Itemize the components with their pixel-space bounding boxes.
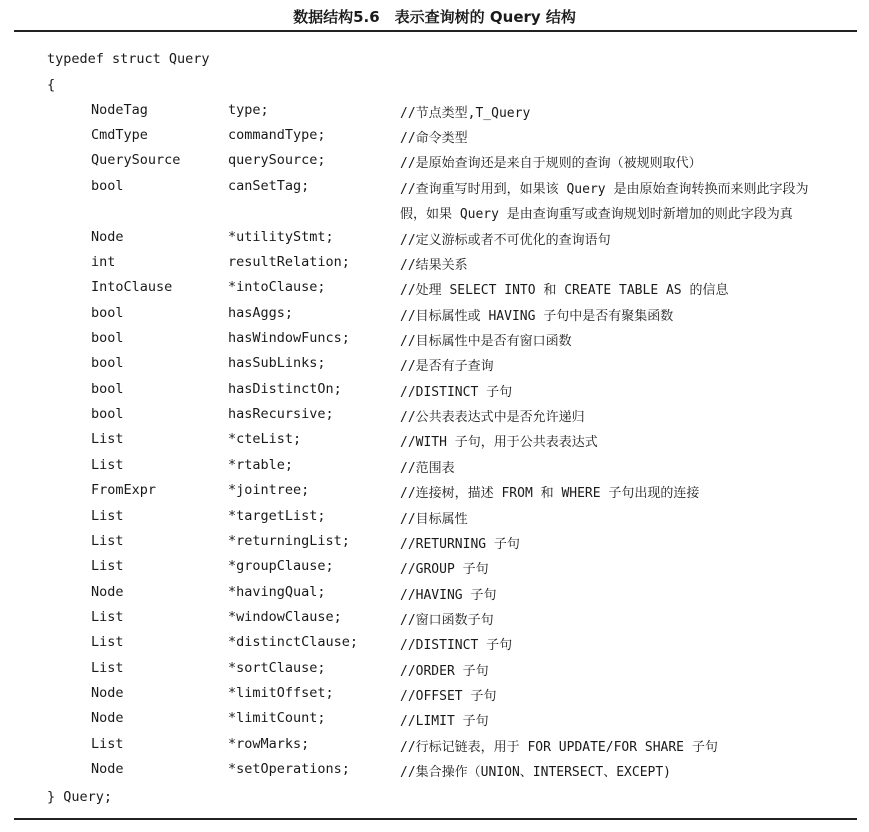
field-comment: //节点类型,T_Query: [400, 106, 531, 121]
field-comment: //WITH 子句，用于公共表表达式: [400, 435, 598, 450]
field-comment: //GROUP 子句: [400, 562, 489, 577]
field-name: *distinctClause;: [228, 634, 359, 650]
field-comment: //行标记链表，用于 FOR UPDATE/FOR SHARE 子句: [400, 740, 718, 755]
field-type: List: [91, 660, 124, 676]
field-row: [0, 533, 869, 553]
field-row: [0, 609, 869, 629]
field-comment: //目标属性中是否有窗口函数: [400, 334, 572, 349]
field-row: [0, 254, 869, 274]
field-type: bool: [91, 381, 124, 397]
field-type: bool: [91, 305, 124, 321]
field-name: *limitCount;: [228, 710, 326, 726]
field-name: querySource;: [228, 152, 326, 168]
field-comment: //LIMIT 子句: [400, 714, 489, 729]
field-row: [0, 685, 869, 705]
top-rule: [14, 30, 857, 32]
field-name: *rtable;: [228, 457, 294, 473]
figure-title: 数据结构5.6 表示查询树的 Query 结构: [293, 8, 576, 26]
field-row: [0, 102, 869, 122]
field-row: [0, 330, 869, 350]
field-name: resultRelation;: [228, 254, 350, 270]
field-row: [0, 482, 869, 502]
field-name: hasWindowFuncs;: [228, 330, 350, 346]
field-row: [0, 178, 869, 198]
field-name: hasDistinctOn;: [228, 381, 342, 397]
field-name: *limitOffset;: [228, 685, 334, 701]
field-name: hasAggs;: [228, 305, 294, 321]
field-type: Node: [91, 229, 124, 245]
field-row: [0, 736, 869, 756]
field-row: [0, 761, 869, 781]
bottom-rule: [14, 818, 857, 820]
field-row: [0, 634, 869, 654]
field-name: *jointree;: [228, 482, 310, 498]
field-type: QuerySource: [91, 152, 181, 168]
field-name: *rowMarks;: [228, 736, 310, 752]
field-type: Node: [91, 685, 124, 701]
field-name: *cteList;: [228, 431, 302, 447]
field-comment: //连接树，描述 FROM 和 WHERE 子句出现的连接: [400, 486, 700, 501]
field-type: List: [91, 736, 124, 752]
field-row: [0, 431, 869, 451]
field-type: int: [91, 254, 116, 270]
field-type: bool: [91, 330, 124, 346]
field-type: bool: [91, 406, 124, 422]
field-comment-continuation: 假，如果 Query 是由查询重写或查询规划时新增加的则此字段为真: [400, 207, 793, 222]
field-name: *windowClause;: [228, 609, 342, 625]
field-type: bool: [91, 178, 124, 194]
field-type: CmdType: [91, 127, 148, 143]
field-name: *havingQual;: [228, 584, 326, 600]
field-name: hasSubLinks;: [228, 355, 326, 371]
field-comment: //窗口函数子句: [400, 613, 494, 628]
field-name: *intoClause;: [228, 279, 326, 295]
field-type: Node: [91, 710, 124, 726]
field-type: FromExpr: [91, 482, 157, 498]
field-name: *sortClause;: [228, 660, 326, 676]
field-comment: //范围表: [400, 461, 455, 476]
field-row: [0, 152, 869, 172]
field-row: [0, 508, 869, 528]
field-row: [0, 305, 869, 325]
field-row: [0, 127, 869, 147]
field-comment: //命令类型: [400, 131, 468, 146]
field-row: [0, 381, 869, 401]
field-row: [0, 584, 869, 604]
field-type: List: [91, 609, 124, 625]
field-name: *setOperations;: [228, 761, 350, 777]
field-comment: //是原始查询还是来自于规则的查询（被规则取代）: [400, 156, 702, 171]
field-type: List: [91, 558, 124, 574]
field-name: *utilityStmt;: [228, 229, 334, 245]
closing-line: } Query;: [47, 789, 113, 805]
field-name: *targetList;: [228, 508, 326, 524]
field-row: [0, 406, 869, 426]
field-type: bool: [91, 355, 124, 371]
field-row: [0, 660, 869, 680]
field-comment: //处理 SELECT INTO 和 CREATE TABLE AS 的信息: [400, 283, 729, 298]
field-row: [0, 279, 869, 299]
field-type: IntoClause: [91, 279, 173, 295]
field-type: List: [91, 533, 124, 549]
field-comment: //目标属性或 HAVING 子句中是否有聚集函数: [400, 309, 674, 324]
field-type: Node: [91, 584, 124, 600]
field-comment: //定义游标或者不可优化的查询语句: [400, 233, 611, 248]
open-brace: {: [47, 77, 56, 93]
field-name: type;: [228, 102, 269, 118]
field-comment: //查询重写时用到，如果该 Query 是由原始查询转换而来则此字段为: [400, 182, 809, 197]
field-comment: //结果关系: [400, 258, 468, 273]
field-name: *groupClause;: [228, 558, 334, 574]
field-name: canSetTag;: [228, 178, 310, 194]
field-comment: //目标属性: [400, 512, 468, 527]
field-type: NodeTag: [91, 102, 148, 118]
field-name: commandType;: [228, 127, 326, 143]
field-row: [0, 710, 869, 730]
field-comment: //集合操作（UNION、INTERSECT、EXCEPT): [400, 765, 672, 780]
field-type: List: [91, 431, 124, 447]
field-name: hasRecursive;: [228, 406, 334, 422]
field-row: [0, 355, 869, 375]
field-comment: //OFFSET 子句: [400, 689, 497, 704]
field-comment: //公共表表达式中是否允许递归: [400, 410, 585, 425]
field-row: [0, 457, 869, 477]
field-row: [0, 558, 869, 578]
field-type: List: [91, 457, 124, 473]
field-comment: //DISTINCT 子句: [400, 385, 513, 400]
typedef-line: typedef struct Query: [47, 51, 210, 67]
field-type: List: [91, 508, 124, 524]
field-type: List: [91, 634, 124, 650]
field-comment: //HAVING 子句: [400, 588, 497, 603]
field-row: [0, 229, 869, 249]
field-comment: //是否有子查询: [400, 359, 494, 374]
field-type: Node: [91, 761, 124, 777]
field-name: *returningList;: [228, 533, 350, 549]
field-comment: //DISTINCT 子句: [400, 638, 513, 653]
field-comment: //ORDER 子句: [400, 664, 489, 679]
field-comment: //RETURNING 子句: [400, 537, 520, 552]
